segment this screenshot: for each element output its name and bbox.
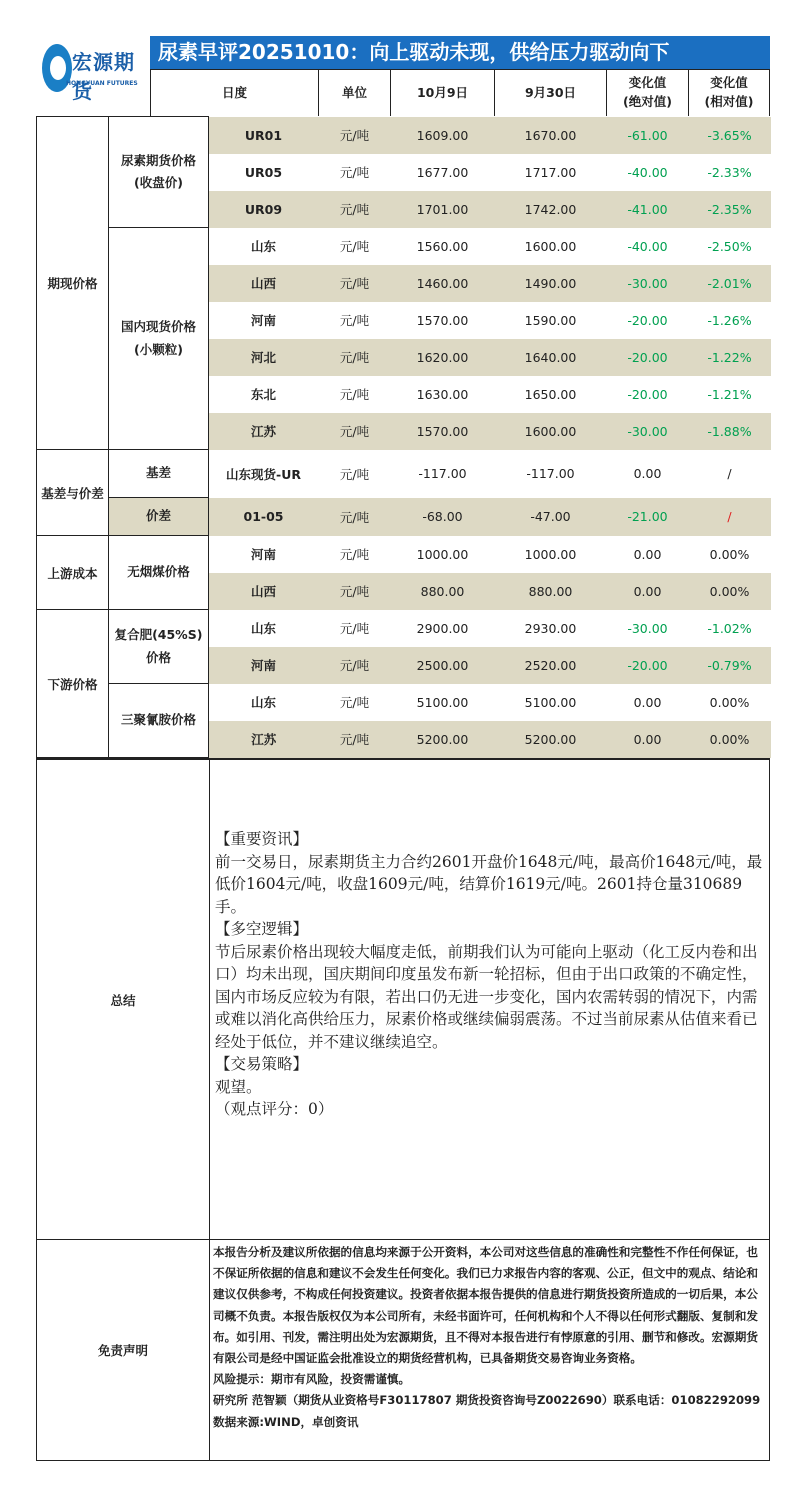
row-item: 山东 [250, 621, 276, 636]
row-abs-change: -21.00 [607, 498, 689, 536]
row-unit: 元/吨 [339, 621, 370, 636]
row-abs-change: -30.00 [627, 620, 668, 636]
row-item: 江苏 [209, 721, 319, 758]
row-rel-change: -1.26% [707, 312, 752, 328]
group-anthracite-price: 无烟煤价格 [109, 536, 209, 610]
col-unit-label: 单位 [341, 84, 367, 100]
group-spread: 价差 [109, 498, 209, 536]
group-spot-label: 国内现货价格 [120, 319, 196, 334]
group-compound-sublabel: 价格 [145, 649, 171, 665]
row-current: 880.00 [391, 573, 495, 610]
logo-english-name: HONGYUAN FUTURES [66, 80, 138, 87]
col-date-label: 日度 [221, 84, 247, 100]
section-upstream-cost: 上游成本 [37, 536, 109, 610]
row-abs-change: 0.00 [633, 466, 662, 481]
table-row [37, 117, 771, 154]
row-abs-change: -20.00 [607, 647, 689, 684]
row-rel-change: / [727, 466, 732, 481]
row-previous: 1600.00 [495, 413, 607, 450]
row-rel-change: 0.00% [689, 721, 771, 758]
row-current: -68.00 [391, 498, 495, 536]
row-current: 1630.00 [416, 386, 469, 402]
row-abs-change: -20.00 [627, 312, 668, 328]
row-unit: 元/吨 [339, 313, 370, 328]
row-current: 1620.00 [391, 339, 495, 376]
row-unit: 元/吨 [339, 695, 370, 710]
col-rel-line2: (相对值) [704, 94, 754, 109]
row-abs-change: -61.00 [607, 117, 689, 154]
disclaimer-body [213, 1242, 763, 1433]
row-rel-change: / [689, 498, 771, 536]
col-previous-label: 9月30日 [524, 84, 577, 100]
news-paragraph: 前一交易日，尿素期货主力合约2601开盘价1648元/吨，最高价1648元/吨，最低价1604元/吨，收盘1609元/吨，结算价1619元/吨。2601持仓量310689手。 [215, 852, 763, 916]
row-unit: 元/吨 [339, 239, 370, 254]
row-unit: 元/吨 [319, 117, 391, 154]
row-rel-change: -1.88% [689, 413, 771, 450]
col-head-previous [494, 69, 606, 116]
group-basis: 基差 [109, 450, 209, 498]
row-unit: 元/吨 [339, 466, 370, 482]
row-item: 山西 [209, 573, 319, 610]
strategy-heading: 【交易策略】 [215, 1055, 309, 1073]
row-rel-change: -2.35% [689, 191, 771, 228]
table-row [37, 498, 771, 536]
col-head-unit [318, 69, 390, 116]
row-item: UR09 [209, 191, 319, 228]
row-rel-change: 0.00% [709, 546, 750, 562]
col-head-abs-change [606, 69, 688, 116]
row-rel-change: -2.01% [689, 265, 771, 302]
row-unit: 元/吨 [319, 647, 391, 684]
row-abs-change: -40.00 [627, 238, 668, 254]
company-logo [36, 36, 150, 116]
section-downstream-price: 下游价格 [37, 610, 109, 758]
row-previous: 880.00 [495, 573, 607, 610]
col-rel-line1: 变化值 [710, 75, 748, 91]
row-item: 山西 [209, 265, 319, 302]
row-rel-change: -3.65% [689, 117, 771, 154]
section-spot-futures: 期现价格 [37, 117, 109, 450]
row-previous: -47.00 [495, 498, 607, 536]
row-item: 江苏 [209, 413, 319, 450]
row-previous: 1717.00 [524, 164, 577, 180]
row-unit: 元/吨 [319, 721, 391, 758]
summary-body [215, 828, 763, 1121]
row-unit: 元/吨 [339, 547, 370, 562]
row-abs-change: 0.00 [607, 721, 689, 758]
row-item: 东北 [250, 387, 276, 402]
row-previous: 5200.00 [495, 721, 607, 758]
row-unit: 元/吨 [319, 498, 391, 536]
row-current: 5200.00 [391, 721, 495, 758]
price-table [36, 116, 771, 758]
col-head-current [390, 69, 494, 116]
row-previous: 1650.00 [524, 386, 577, 402]
group-spot-sublabel: (小颗粒) [134, 341, 183, 357]
group-compound-label: 复合肥(45%S) [114, 627, 203, 642]
row-item: 河南 [250, 313, 276, 328]
row-previous: -117.00 [526, 466, 575, 481]
row-current: 1609.00 [391, 117, 495, 154]
risk-warning: 风险提示：期市有风险，投资需谨慎。 [213, 1372, 411, 1387]
row-abs-change: -41.00 [607, 191, 689, 228]
disclaimer-paragraph: 本报告分析及建议所依据的信息均来源于公开资料，本公司对这些信息的准确性和完整性不作任何保证，也不保证所依据的信息和建议不会发生任何变化。我们已力求报告内容的客观、公正，但文中的观点、结论和建议仅供参考，不构成任何投资建议。投资者依据本报告提供的信息进行期货投资所造成的一切后果，本公司概不负责。本报告版权仅为本公司所有，未经书面许可，任何机构和个人不得以任何形式翻版、复制和发布。如引用、刊发，需注明出处为宏源期货，且不得对本报告进行有悖原意的引用、删节和修改。宏源期货有限公司是经中国证监会批准设立的期货经营机构，已具备期货交易咨询业务资格。 [213, 1245, 758, 1366]
analyst-info: 研究所 范智颖（期货从业资格号F30117807 期货投资咨询号Z0022690）联系电话：01082292099 数据来源:WIND，卓创资讯 [213, 1393, 761, 1429]
table-row [37, 610, 771, 647]
row-item: 河南 [250, 547, 276, 562]
report-title: 尿素早评20251010：向上驱动未现，供给压力驱动向下 [150, 36, 770, 69]
row-current: 5100.00 [416, 694, 469, 710]
row-current: 1570.00 [391, 413, 495, 450]
row-item: 山东现货-UR [226, 466, 301, 482]
row-item: UR01 [209, 117, 319, 154]
row-rel-change: 0.00% [689, 573, 771, 610]
row-abs-change: -20.00 [607, 339, 689, 376]
disclaimer-section [36, 1239, 770, 1461]
row-previous: 1670.00 [495, 117, 607, 154]
row-item: 01-05 [209, 498, 319, 536]
row-abs-change: 0.00 [633, 546, 662, 562]
col-head-date [150, 69, 318, 116]
row-current: 1560.00 [416, 238, 469, 254]
row-previous: 1490.00 [495, 265, 607, 302]
summary-label: 总结 [37, 760, 210, 1239]
row-previous: 2520.00 [495, 647, 607, 684]
row-rel-change: -0.79% [689, 647, 771, 684]
row-item: 山东 [250, 239, 276, 254]
row-previous: 1640.00 [495, 339, 607, 376]
row-abs-change: 0.00 [633, 694, 662, 710]
row-previous: 1000.00 [524, 546, 577, 562]
table-row [37, 684, 771, 721]
group-compound-fertilizer [109, 610, 209, 684]
row-abs-change: -30.00 [607, 413, 689, 450]
row-abs-change: -30.00 [607, 265, 689, 302]
col-head-rel-change [688, 69, 770, 116]
section-basis-spread: 基差与价差 [37, 450, 109, 536]
news-heading: 【重要资讯】 [215, 830, 309, 848]
row-current: -117.00 [418, 466, 467, 481]
row-current: 1677.00 [416, 164, 469, 180]
row-rel-change: -2.33% [707, 164, 752, 180]
row-rel-change: -2.50% [707, 238, 752, 254]
row-previous: 2930.00 [524, 620, 577, 636]
col-rel-label [705, 74, 754, 112]
row-rel-change: 0.00% [709, 694, 750, 710]
row-item: 河南 [209, 647, 319, 684]
col-abs-line1: 变化值 [628, 75, 667, 91]
row-previous: 1600.00 [524, 238, 577, 254]
row-rel-change: -1.02% [707, 620, 752, 636]
row-item: 河北 [209, 339, 319, 376]
row-previous: 5100.00 [524, 694, 577, 710]
table-row [37, 228, 771, 265]
row-unit: 元/吨 [319, 191, 391, 228]
row-current: 1570.00 [416, 312, 469, 328]
group-futures-label: 尿素期货价格 [120, 152, 196, 168]
row-item: UR05 [244, 164, 283, 180]
group-futures-price [109, 117, 209, 228]
row-unit: 元/吨 [319, 339, 391, 376]
row-current: 1000.00 [416, 546, 469, 562]
logic-heading: 【多空逻辑】 [215, 920, 309, 938]
col-abs-label [623, 74, 672, 112]
group-melamine-price: 三聚氰胺价格 [109, 684, 209, 758]
table-row [37, 450, 771, 498]
row-previous: 1742.00 [495, 191, 607, 228]
report-sheet [36, 36, 770, 1429]
row-abs-change: -20.00 [627, 386, 668, 402]
row-current: 2900.00 [416, 620, 469, 636]
report-header [36, 36, 770, 116]
col-current-label: 10月9日 [416, 84, 469, 100]
table-row [37, 536, 771, 573]
disclaimer-label: 免责声明 [37, 1240, 210, 1460]
row-current: 1460.00 [391, 265, 495, 302]
row-rel-change: -1.22% [689, 339, 771, 376]
row-rel-change: -1.21% [707, 386, 752, 402]
strategy-paragraph: 观望。 [215, 1077, 262, 1096]
row-item: 山东 [250, 695, 276, 710]
row-unit: 元/吨 [319, 413, 391, 450]
row-abs-change: 0.00 [607, 573, 689, 610]
col-abs-line2: (绝对值) [623, 94, 672, 109]
summary-section [36, 758, 770, 1240]
row-unit: 元/吨 [339, 165, 370, 180]
row-unit: 元/吨 [319, 265, 391, 302]
logo-chinese-name: 宏源期货 [72, 50, 135, 103]
group-spot-price [109, 228, 209, 450]
view-score: （观点评分：0） [215, 1100, 334, 1118]
row-current: 2500.00 [391, 647, 495, 684]
logic-paragraph: 节后尿素价格出现较大幅度走低，前期我们认为可能向上驱动（化工反内卷和出口）均未出现，国庆期间印度虽发布新一轮招标，但由于出口政策的不确定性，国内市场反应较为有限，若出口仍无进一步变化，国内农需转弱的情况下，内需或难以消化高供给压力，尿素价格或继续偏弱震荡。不过当前尿素从估值来看已经处于低位，并不建议继续追空。 [215, 942, 758, 1051]
row-previous: 1590.00 [524, 312, 577, 328]
row-current: 1701.00 [391, 191, 495, 228]
row-unit: 元/吨 [319, 573, 391, 610]
group-futures-sublabel: (收盘价) [134, 175, 183, 190]
row-abs-change: -40.00 [627, 164, 668, 180]
row-unit: 元/吨 [339, 387, 370, 402]
